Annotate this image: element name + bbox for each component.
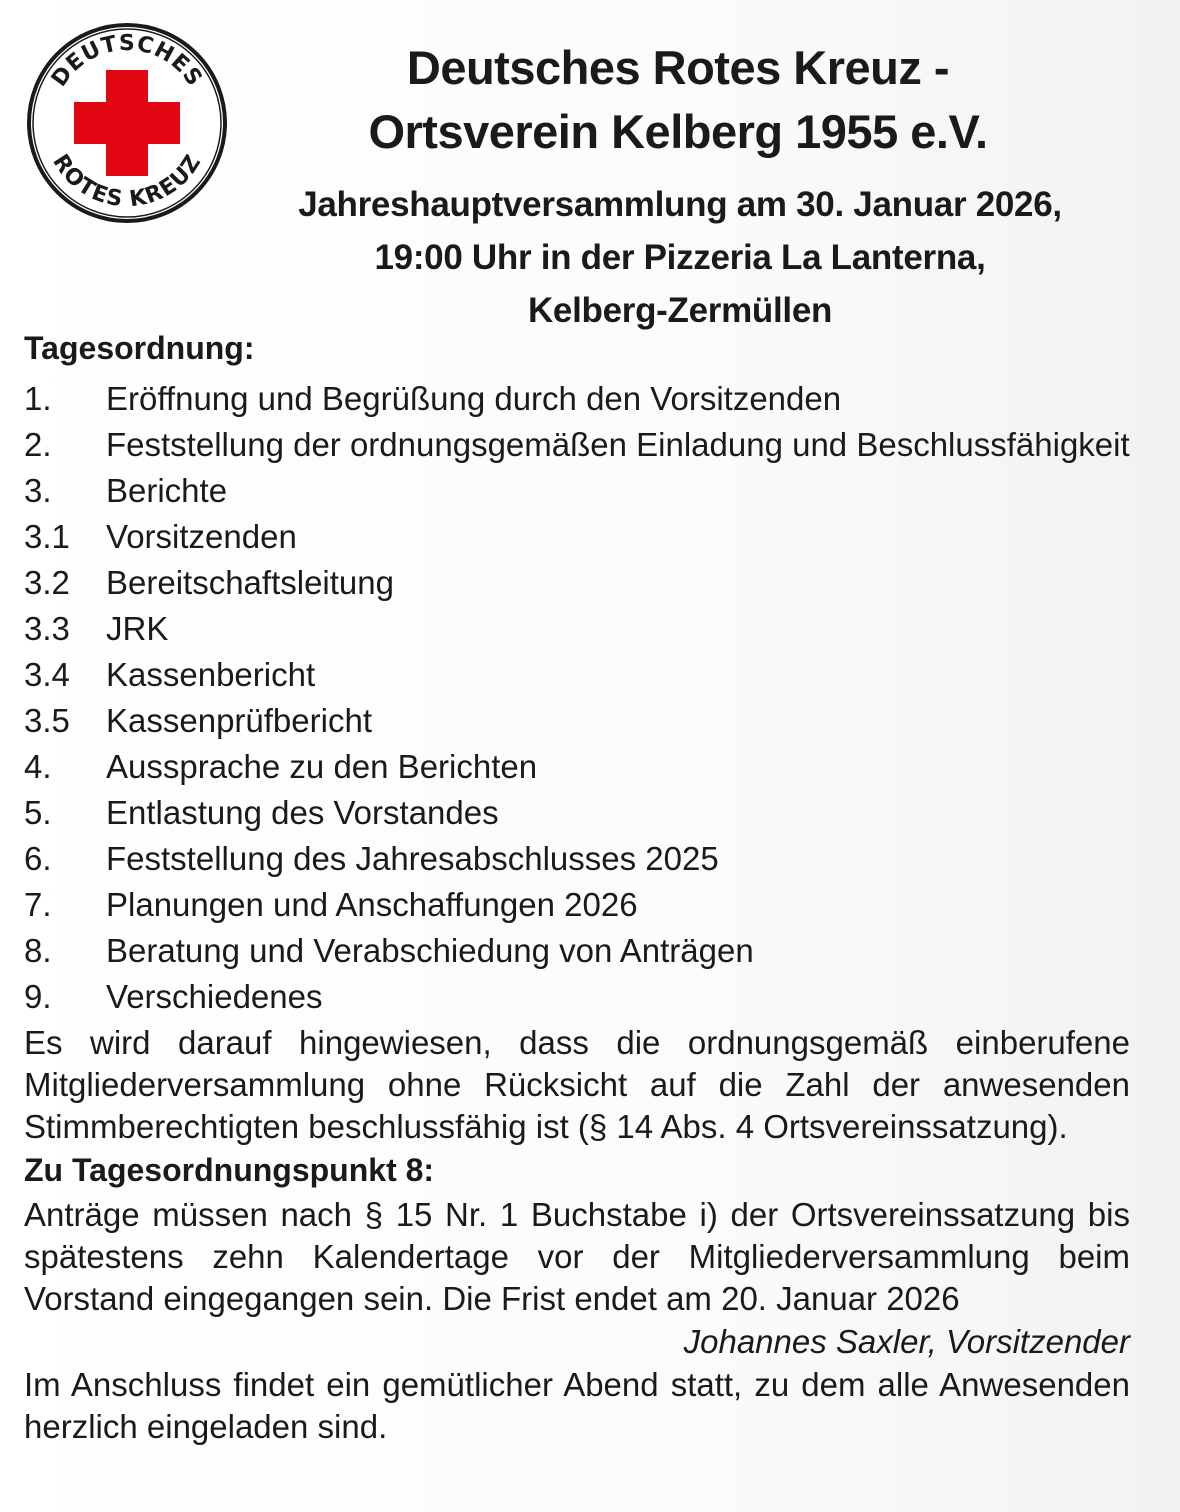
agenda-item-text: Entlastung des Vorstandes <box>106 794 499 831</box>
agenda-item <box>24 838 1130 880</box>
agenda-item-number: 3.4 <box>24 656 70 693</box>
agenda-item-number: 9. <box>24 978 52 1015</box>
agenda-item-text: Eröffnung und Begrüßung durch den Vorsitzenden <box>106 380 842 417</box>
closing-text: Im Anschluss findet ein gemütlicher Abend statt, zu dem alle Anwesenden herzlich eingeladen sind. <box>24 1366 1130 1445</box>
agenda-item-text: Vorsitzenden <box>106 518 297 555</box>
agenda-item <box>24 654 1130 696</box>
agenda-item-text: Feststellung des Jahresabschlusses 2025 <box>106 840 719 877</box>
agenda-item <box>24 792 1130 834</box>
meeting-info <box>215 178 1145 337</box>
agenda-item-text: Planungen und Anschaffungen 2026 <box>106 886 638 923</box>
agenda-item-number: 3.3 <box>24 610 70 647</box>
agenda-item-number: 5. <box>24 794 52 831</box>
page-title <box>238 36 1118 164</box>
agenda-item-number: 1. <box>24 380 52 417</box>
agenda-item <box>24 700 1130 742</box>
agenda-item <box>24 884 1130 926</box>
agenda-item-number: 7. <box>24 886 52 923</box>
agenda-item-number: 3.2 <box>24 564 70 601</box>
agenda-item-text: Feststellung der ordnungsgemäßen Einladung und Beschlussfähigkeit <box>106 426 1130 463</box>
agenda-heading: Tagesordnung: <box>24 330 255 366</box>
agenda-item-number: 2. <box>24 426 52 463</box>
agenda-item-text: Berichte <box>106 472 228 509</box>
subtitle-line-3: Kelberg-Zermüllen <box>527 291 833 330</box>
agenda-item <box>24 608 1130 650</box>
agenda-item-text: Aussprache zu den Berichten <box>106 748 538 785</box>
title-line-1: Deutsches Rotes Kreuz - <box>406 41 950 94</box>
agenda-item <box>24 470 1130 512</box>
document-body <box>24 326 1130 1448</box>
point8-heading: Zu Tagesordnungspunkt 8: <box>24 1152 435 1188</box>
agenda-item-text: JRK <box>106 610 169 647</box>
agenda-item-number: 4. <box>24 748 52 785</box>
agenda-item <box>24 516 1130 558</box>
red-cross-horizontal <box>74 102 180 144</box>
drk-logo <box>26 22 228 224</box>
agenda-item-text: Beratung und Verabschiedung von Anträgen <box>106 932 754 969</box>
logo-bottom-text: ROTES KREUZ <box>47 150 207 213</box>
point8-text: Anträge müssen nach § 15 Nr. 1 Buchstabe i) der Ortsvereinssatzung bis spätestens zehn Kalendertage vor der Mitgliederversammlung beim Vorstand eingegangen sein. Die Frist endet am 20. Januar 2026 <box>24 1196 1130 1317</box>
title-line-2: Ortsverein Kelberg 1955 e.V. <box>368 105 988 158</box>
quorum-notice: Es wird darauf hingewiesen, dass die ordnungsgemäß einberufene Mitgliederversammlung ohne Rücksicht auf die Zahl der anwesenden Stimmberechtigten beschlussfähig ist (§ 14 Abs. 4 Ortsvereinssatzung). <box>24 1024 1130 1145</box>
signature: Johannes Saxler, Vorsitzender <box>683 1323 1130 1360</box>
agenda-item-number: 3.1 <box>24 518 70 555</box>
agenda-item <box>24 976 1130 1018</box>
agenda-item-number: 3. <box>24 472 52 509</box>
agenda-item-number: 8. <box>24 932 52 969</box>
agenda-item-text: Kassenbericht <box>106 656 316 693</box>
agenda-item-number: 3.5 <box>24 702 70 739</box>
agenda-list <box>24 378 1130 1018</box>
agenda-item-text: Bereitschaftsleitung <box>106 564 394 601</box>
subtitle-line-1: Jahreshauptversammlung am 30. Januar 2026, <box>298 185 1062 224</box>
agenda-item <box>24 378 1130 420</box>
subtitle-line-2: 19:00 Uhr in der Pizzeria La Lanterna, <box>374 238 986 277</box>
agenda-item <box>24 562 1130 604</box>
agenda-item-text: Kassenprüfbericht <box>106 702 372 739</box>
agenda-item-number: 6. <box>24 840 52 877</box>
agenda-item-text: Verschiedenes <box>106 978 323 1015</box>
agenda-item <box>24 930 1130 972</box>
logo-top-text: DEUTSCHES <box>46 30 208 92</box>
agenda-item <box>24 746 1130 788</box>
agenda-item <box>24 424 1130 466</box>
